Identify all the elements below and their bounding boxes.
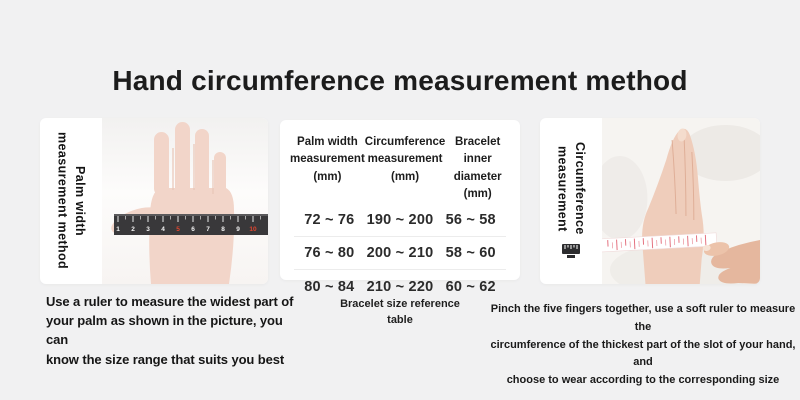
ruler-graphic <box>114 214 268 235</box>
header-line: Bracelet inner <box>454 136 501 166</box>
table-row <box>294 236 506 270</box>
page-title: Hand circumference measurement method <box>112 64 688 96</box>
palm-width-vertical-label <box>54 132 89 269</box>
cell-inner-diameter: 60 ~ 62 <box>445 278 496 295</box>
cell-palm-width: 80 ~ 84 <box>304 278 355 295</box>
ruler-icon <box>561 242 581 260</box>
header-line: measurement <box>367 153 443 166</box>
table-header-row <box>290 134 510 203</box>
table-row <box>294 203 506 236</box>
ruler-number: 2 <box>131 226 135 233</box>
header-line: (mm) <box>391 170 420 183</box>
ruler-number-red: 10 <box>249 226 257 233</box>
cell-palm-width: 76 ~ 80 <box>304 245 355 261</box>
column-header-palm-width <box>290 134 365 203</box>
tape-measure-illustration <box>602 118 760 284</box>
circumference-vertical-label <box>554 142 589 235</box>
ruler-number: 9 <box>236 226 240 233</box>
ruler-number: 6 <box>191 226 195 233</box>
column-header-circumference <box>365 134 446 203</box>
circumference-card <box>540 118 760 284</box>
table-caption-line2: table <box>387 313 413 326</box>
cell-circumference: 210 ~ 220 <box>366 278 434 295</box>
header-line: Palm width <box>297 136 358 148</box>
header-line: (mm) <box>463 187 492 200</box>
ruler-number-red: 5 <box>176 226 180 233</box>
ruler-number: 4 <box>161 226 165 233</box>
palm-width-label-line2: measurement method <box>55 132 70 270</box>
cell-circumference: 200 ~ 210 <box>366 245 434 261</box>
header-line: (mm) <box>313 170 342 183</box>
table-caption-line1: Bracelet size reference <box>340 298 460 310</box>
table-caption <box>325 297 475 329</box>
column-header-inner-diameter <box>445 134 510 203</box>
description-line: your palm as shown in the picture, you can <box>46 313 283 348</box>
description-line: Use a ruler to measure the widest part of <box>46 294 294 309</box>
palm-width-description <box>46 292 296 369</box>
header-line: Circumference <box>364 136 446 148</box>
ruler-number: 1 <box>116 226 120 233</box>
circumference-label-line2: measurement <box>555 145 570 232</box>
circumference-label-wrap <box>540 118 602 284</box>
header-line: measurement <box>290 153 365 166</box>
tape-measure-photo <box>602 118 760 284</box>
palm-width-label-line1: Palm width <box>73 166 87 236</box>
cell-palm-width: 72 ~ 76 <box>304 211 355 228</box>
description-line: choose to wear according to the corresponding size <box>506 374 780 387</box>
palm-ruler-photo <box>102 118 268 284</box>
size-table-card <box>280 120 520 295</box>
description-line: Pinch the five fingers together, use a soft ruler to measure the <box>490 303 796 333</box>
circumference-description <box>488 301 798 390</box>
palm-width-label-wrap <box>40 118 102 284</box>
cell-circumference: 190 ~ 200 <box>366 211 434 228</box>
description-line: know the size range that suits you best <box>46 351 285 367</box>
circumference-label-line1: Circumference <box>573 142 587 235</box>
ruler-number: 7 <box>206 226 210 233</box>
description-line: circumference of the thickest part of the slot of your hand, and <box>490 338 796 369</box>
cell-inner-diameter: 56 ~ 58 <box>445 211 496 228</box>
ruler-number: 8 <box>221 226 225 233</box>
cell-inner-diameter: 58 ~ 60 <box>445 245 496 261</box>
palm-ruler-illustration <box>102 118 268 284</box>
ruler-number: 3 <box>146 226 150 233</box>
header-line: diameter <box>453 170 502 183</box>
palm-width-card <box>40 118 268 284</box>
